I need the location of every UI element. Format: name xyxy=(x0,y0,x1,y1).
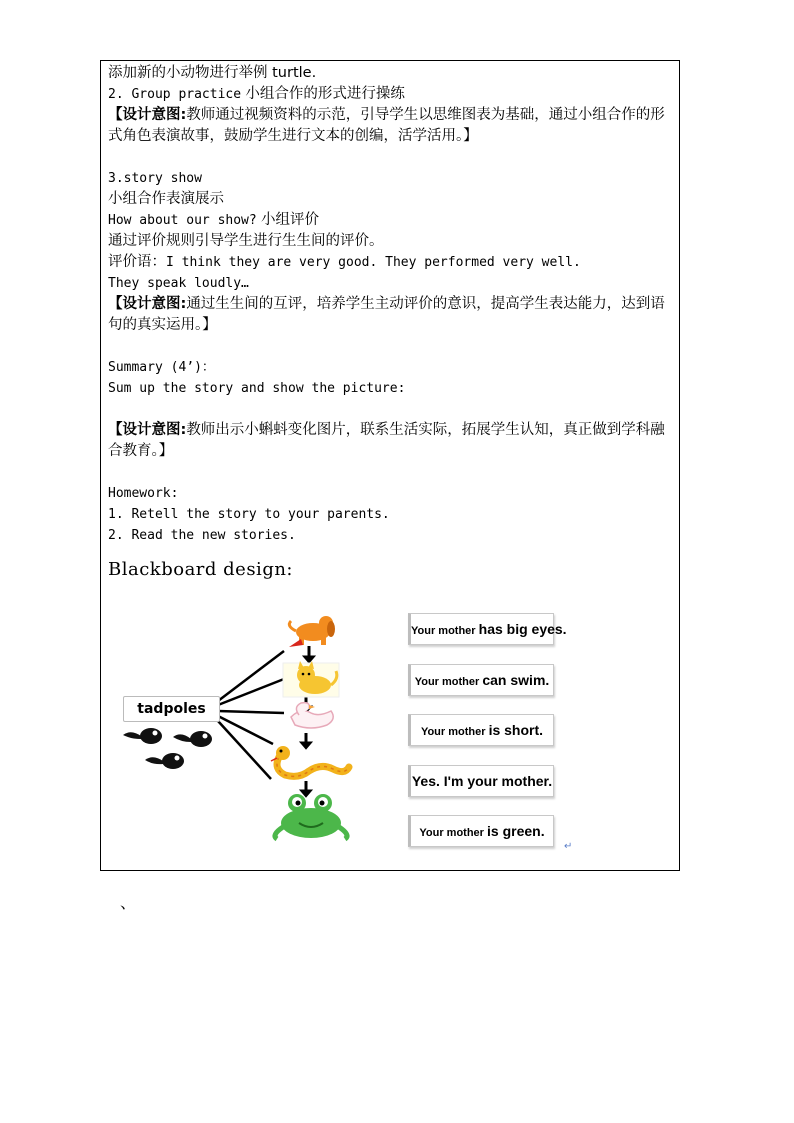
sentence-strip xyxy=(408,815,554,847)
snake-icon xyxy=(271,746,349,776)
text-line: 2. Read the new stories. xyxy=(108,528,296,543)
sentence-strip xyxy=(408,613,567,645)
text-line: 3.story show xyxy=(108,171,202,186)
text-span: I think they are very good. They performed very well. xyxy=(166,255,581,270)
text-line: Summary (4’)： xyxy=(108,360,215,375)
lesson-text xyxy=(108,63,674,583)
design-intent-label: 【设计意图: xyxy=(108,422,187,438)
cat-icon xyxy=(283,661,339,697)
text-span: 2. Group practice xyxy=(108,87,242,102)
lesson-table-cell xyxy=(100,60,680,871)
strip-big-text: has big eyes. xyxy=(478,621,567,637)
frog-icon xyxy=(275,794,347,839)
design-intent-1 xyxy=(108,105,674,147)
strip-big-text: can swim. xyxy=(482,672,550,688)
strip-big-text: is short. xyxy=(488,722,544,738)
return-mark: ↵ xyxy=(564,841,573,852)
text-span: 评价语： xyxy=(108,254,166,270)
design-intent-3 xyxy=(108,420,674,462)
strip-big-text: Yes. I'm your mother. xyxy=(411,773,553,789)
text-line: 小组合作表演展示 xyxy=(108,191,224,207)
dog-icon xyxy=(289,616,335,647)
design-intent-text: 教师出示小蝌蚪变化图片，联系生活实际，拓展学生认知，真正做到学科融合教育。】 xyxy=(108,422,665,459)
trailing-mark: 、 xyxy=(120,893,137,912)
text-span: 小组评价 xyxy=(261,212,320,228)
tadpole-icons xyxy=(123,728,212,769)
strip-small-text: Your mother xyxy=(420,726,486,738)
sentence-strip xyxy=(408,664,554,696)
design-intent-text: 通过生生间的互评，培养学生主动评价的意识，提高学生表达能力，达到语句的真实运用。】 xyxy=(108,296,665,333)
text-line: 1. Retell the story to your parents. xyxy=(108,507,390,522)
design-intent-2 xyxy=(108,294,674,336)
strip-small-text: Your mother xyxy=(411,625,476,637)
text-line xyxy=(108,252,674,273)
strip-small-text: Your mother xyxy=(414,676,480,688)
text-span: How about our show? xyxy=(108,213,257,228)
strip-small-text: Your mother xyxy=(419,827,484,839)
text-line: Homework: xyxy=(108,486,179,501)
text-line: 添加新的小动物进行举例 turtle. xyxy=(108,65,317,81)
tadpoles-label: tadpoles xyxy=(123,696,220,722)
blackboard-diagram xyxy=(101,601,681,851)
design-intent-label: 【设计意图: xyxy=(108,107,187,123)
text-line xyxy=(108,84,674,105)
design-intent-label: 【设计意图: xyxy=(108,296,187,312)
text-span: 小组合作的形式进行操练 xyxy=(245,86,405,102)
goose-icon xyxy=(291,703,333,728)
text-line xyxy=(108,210,674,231)
sentence-strip xyxy=(408,765,554,797)
text-line: 通过评价规则引导学生进行生生间的评价。 xyxy=(108,233,384,249)
diagram-graphics xyxy=(101,601,681,851)
sentence-strip xyxy=(408,714,554,746)
text-line: Sum up the story and show the picture: xyxy=(108,381,406,396)
blackboard-heading: Blackboard design: xyxy=(108,559,293,580)
text-line: They speak loudly… xyxy=(108,276,249,291)
design-intent-text: 教师通过视频资料的示范，引导学生以思维图表为基础，通过小组合作的形式角色表演故事，鼓励学生进行文本的创编，活学活用。】 xyxy=(108,107,665,144)
strip-big-text: is green. xyxy=(487,823,545,839)
